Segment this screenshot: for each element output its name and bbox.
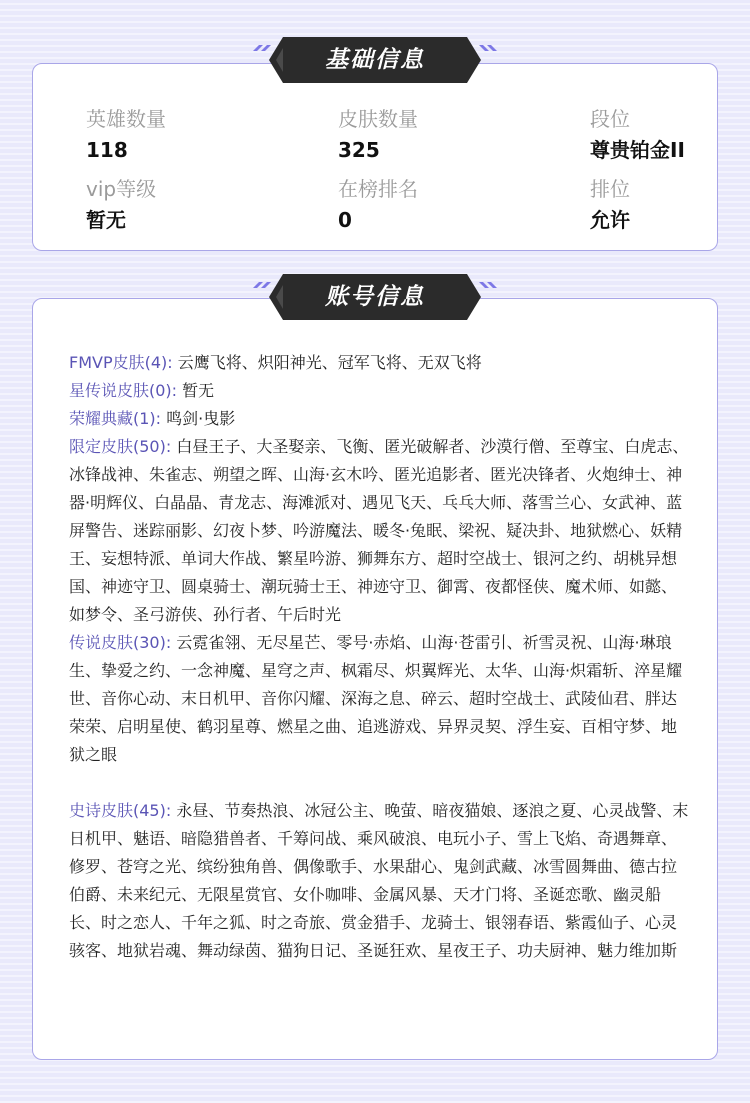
basic-info-card: [32, 63, 718, 251]
list-item-epic: [69, 797, 689, 965]
skins-limited: 白昼王子、大圣娶亲、飞衡、匿光破解者、沙漠行僧、至尊宝、白虎志、冰锋战神、朱雀志、朔望之晖、山海·玄木吟、匿光追影者、匿光决锋者、火炮绅士、神器·明辉仪、白晶晶、青龙志、海滩派对、遇见飞天、乓乓大师、落雪兰心、女武神、蓝屏警告、迷踪丽影、幻夜卜梦、吟游魔法、暖冬·兔眠、梁祝、疑决卦、地狱燃心、妖精王、妄想特派、单词大作战、繁星吟游、狮舞东方、超时空战士、银河之约、胡桃异想国、神迹守卫、圆桌骑士、潮玩骑士王、神迹守卫、御霄、夜都怪侠、魔术师、如懿、如梦令、圣弓游侠、孙行者、午后时光: [69, 437, 689, 624]
list-item-limited: [69, 433, 689, 629]
stat-label-leaderboard: 在榜排名: [338, 177, 418, 201]
skins-glory-collection: 鸣剑·曳影: [166, 409, 236, 428]
stat-value-leaderboard: 0: [338, 208, 352, 232]
stat-value-rank-tier: 尊贵铂金II: [590, 138, 685, 162]
stat-label-vip: vip等级: [86, 177, 157, 201]
list-item-fmvp: [69, 349, 689, 377]
category-label-star-legend: 星传说皮肤(0):: [69, 381, 178, 400]
list-item-legend: [69, 629, 689, 769]
stat-value-heroes: 118: [86, 138, 128, 162]
account-info-card: [32, 298, 718, 1060]
stat-value-ranked: 允许: [590, 208, 630, 232]
basic-info-title: 基础信息: [325, 47, 425, 73]
category-label-fmvp: FMVP皮肤(4):: [69, 353, 173, 372]
list-item-star-legend: [69, 377, 689, 405]
skins-star-legend: 暂无: [182, 381, 215, 400]
category-label-glory-collection: 荣耀典藏(1):: [69, 409, 162, 428]
stat-label-rank-tier: 段位: [590, 107, 630, 131]
account-skin-list: [69, 349, 689, 965]
skins-fmvp: 云鹰飞将、炽阳神光、冠军飞将、无双飞将: [177, 353, 482, 372]
basic-info-banner: [245, 37, 505, 87]
account-info-banner: [245, 274, 505, 324]
category-label-epic: 史诗皮肤(45):: [69, 801, 172, 820]
category-label-limited: 限定皮肤(50):: [69, 437, 172, 456]
stat-label-heroes: 英雄数量: [86, 107, 166, 131]
account-info-title: 账号信息: [325, 284, 425, 310]
list-item-glory-collection: [69, 405, 689, 433]
category-label-legend: 传说皮肤(30):: [69, 633, 172, 652]
stat-label-ranked: 排位: [590, 177, 630, 201]
stat-label-skins: 皮肤数量: [338, 107, 418, 131]
skins-epic: 永昼、节奏热浪、冰冠公主、晚萤、暗夜猫娘、逐浪之夏、心灵战警、末日机甲、魅语、暗隐猎兽者、千筹问战、乘风破浪、电玩小子、雪上飞焰、奇遇舞章、修罗、苍穹之光、缤纷独角兽、偶像歌手、水果甜心、鬼剑武藏、冰雪圆舞曲、德古拉伯爵、未来纪元、无限星赏官、女仆咖啡、金属风暴、天才门将、圣诞恋歌、幽灵船长、时之恋人、千年之狐、时之奇旅、赏金猎手、龙骑士、银翎春语、紫霞仙子、心灵骇客、地狱岩魂、舞动绿茵、猫狗日记、圣诞狂欢、星夜王子、功夫厨神、魅力维加斯: [69, 801, 689, 960]
stat-value-vip: 暂无: [86, 208, 126, 232]
stat-value-skins: 325: [338, 138, 380, 162]
skins-legend: 云霓雀翎、无尽星芒、零号·赤焰、山海·苍雷引、祈雪灵祝、山海·琳琅生、挚爱之约、一念神魔、星穹之声、枫霜尽、炽翼辉光、太华、山海·炽霜斩、淬星耀世、音你心动、末日机甲、音你闪耀、深海之息、碎云、超时空战士、武陵仙君、胖达荣荣、启明星使、鹤羽星尊、燃星之曲、追逃游戏、异界灵契、浮生妄、百相守梦、地狱之眼: [69, 633, 683, 764]
